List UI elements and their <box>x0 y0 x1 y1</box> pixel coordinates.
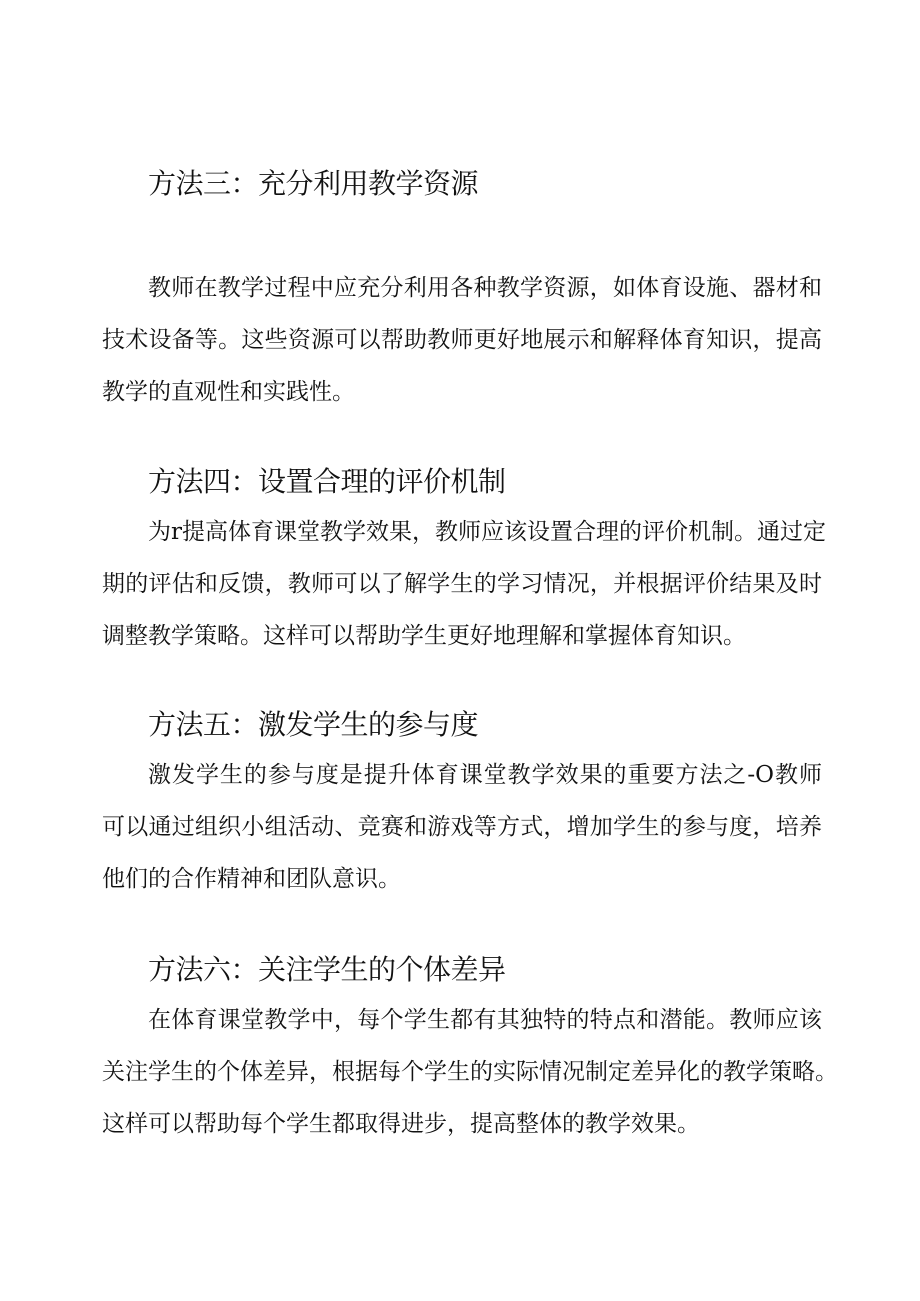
paragraph-line: 教学的直观性和实践性。 <box>102 379 355 405</box>
section-paragraph-method-5 <box>102 749 822 905</box>
paragraph-line: 激发学生的参与度是提升体育课堂教学效果的重要方法之-O教师 <box>148 762 822 788</box>
section-heading-method-6: 方法六：关注学生的个体差异 <box>148 953 506 986</box>
paragraph-line: 调整教学策略。这样可以帮助学生更好地理解和掌握体育知识。 <box>102 623 746 649</box>
section-paragraph-method-3 <box>102 262 822 418</box>
section-paragraph-method-4 <box>102 506 826 662</box>
paragraph-line: 他们的合作精神和团队意识。 <box>102 866 401 892</box>
paragraph-line: 可以通过组织小组活动、竞赛和游戏等方式，增加学生的参与度，培养 <box>102 814 822 840</box>
paragraph-line: 关注学生的个体差异，根据每个学生的实际情况制定差异化的教学策略。 <box>102 1059 838 1085</box>
section-heading-method-3: 方法三：充分利用教学资源 <box>148 167 479 200</box>
paragraph-line: 技术设备等。这些资源可以帮助教师更好地展示和解释体育知识，提高 <box>102 327 822 353</box>
paragraph-line: 这样可以帮助每个学生都取得进步，提高整体的教学效果。 <box>102 1111 700 1137</box>
paragraph-line: 期的评估和反馈，教师可以了解学生的学习情况，并根据评价结果及时 <box>102 571 822 597</box>
paragraph-line: 为r提高体育课堂教学效果，教师应该设置合理的评价机制。通过定 <box>148 519 826 545</box>
section-heading-method-5: 方法五：激发学生的参与度 <box>148 708 479 741</box>
section-heading-method-4: 方法四：设置合理的评价机制 <box>148 465 506 498</box>
section-paragraph-method-6 <box>102 994 838 1150</box>
paragraph-line: 教师在教学过程中应充分利用各种教学资源，如体育设施、器材和 <box>148 275 822 301</box>
paragraph-line: 在体育课堂教学中，每个学生都有其独特的特点和潜能。教师应该 <box>148 1007 822 1033</box>
